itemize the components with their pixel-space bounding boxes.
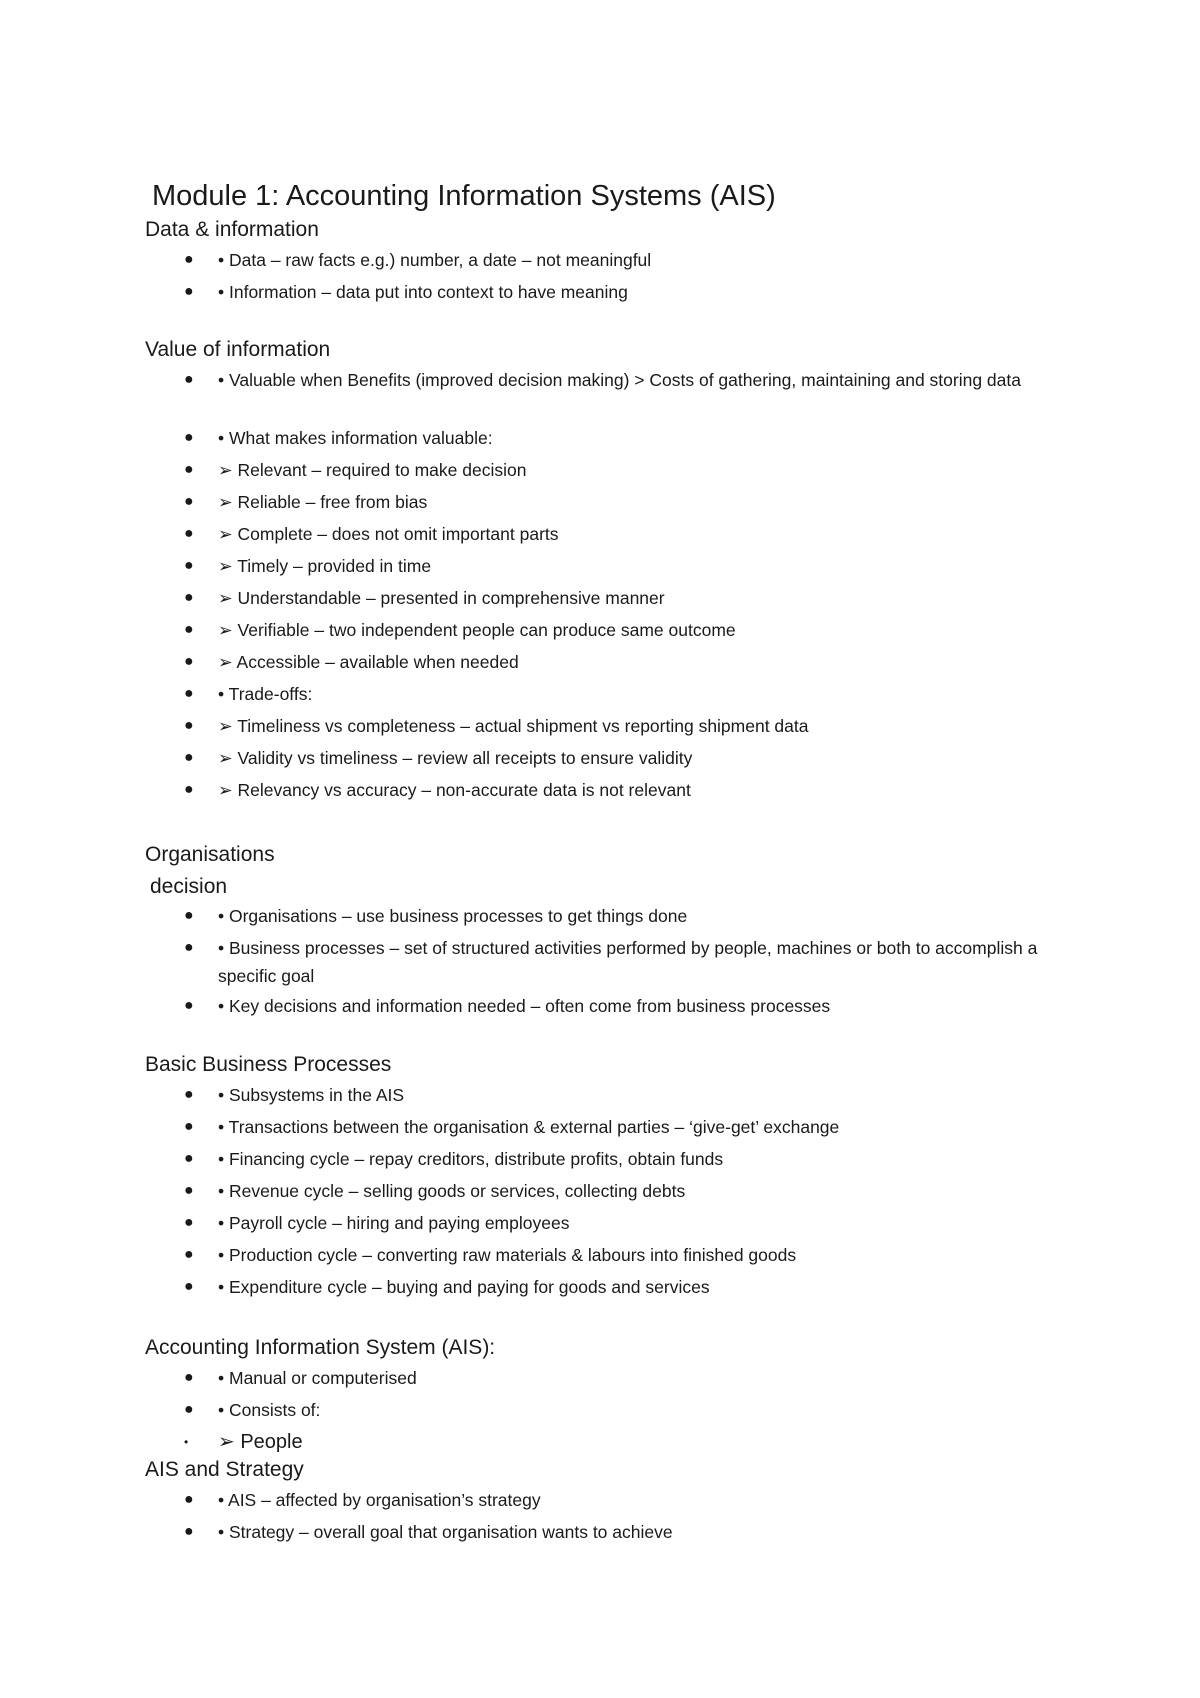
- bullet-icon: ●: [184, 997, 194, 1014]
- bullet-icon: ●: [184, 1086, 194, 1103]
- list-item: ● • Strategy – overall goal that organisation wants to achieve: [0, 1518, 1200, 1550]
- bullet-icon: ●: [184, 685, 194, 702]
- list-item: ● • What makes information valuable:: [0, 424, 1200, 456]
- bullet-icon: ●: [184, 781, 194, 798]
- bullet-icon: ●: [184, 1401, 194, 1418]
- section-list-ais-and-strategy: [0, 1486, 1200, 1550]
- list-item: ● ➢ Timely – provided in time: [0, 552, 1200, 584]
- section-list-organisations: [0, 902, 1200, 1024]
- list-item: ● • AIS – affected by organisation’s strategy: [0, 1486, 1200, 1518]
- bullet-icon: ●: [184, 1491, 194, 1508]
- bullet-icon: ●: [184, 493, 194, 510]
- bullet-icon: ●: [184, 1118, 194, 1135]
- section-heading-ais: Accounting Information System (AIS):: [145, 1336, 496, 1359]
- bullet-icon: ●: [184, 1523, 194, 1540]
- bullet-icon: ●: [184, 1246, 194, 1263]
- section-list-ais: [0, 1364, 1200, 1458]
- list-item: ● ➢ Understandable – presented in comprehensive manner: [0, 584, 1200, 616]
- list-item: ● • Valuable when Benefits (improved decision making) > Costs of gathering, maintaining and storing data: [0, 366, 1200, 424]
- section-heading-basic-business-processes: Basic Business Processes: [145, 1053, 392, 1076]
- list-item: ● ➢ Validity vs timeliness – review all receipts to ensure validity: [0, 744, 1200, 776]
- list-item: ● • Payroll cycle – hiring and paying employees: [0, 1209, 1200, 1241]
- bullet-icon: ●: [184, 621, 194, 638]
- list-item: ● • Manual or computerised: [0, 1364, 1200, 1396]
- list-item: ● • Information – data put into context to have meaning: [0, 278, 1200, 310]
- list-item: ● • Key decisions and information needed – often come from business processes: [0, 992, 1200, 1024]
- list-item: ● ➢ Accessible – available when needed: [0, 648, 1200, 680]
- list-item: ● • Organisations – use business processes to get things done: [0, 902, 1200, 934]
- list-item: ● • Business processes – set of structured activities performed by people, machines or both to accomplish a specific goal: [0, 934, 1200, 992]
- section-list-basic-business-processes: [0, 1081, 1200, 1305]
- bullet-icon: ●: [184, 525, 194, 542]
- bullet-icon: ●: [184, 1182, 194, 1199]
- bullet-icon: ●: [184, 371, 194, 388]
- list-item: ● • Expenditure cycle – buying and paying for goods and services: [0, 1273, 1200, 1305]
- bullet-icon: ●: [184, 749, 194, 766]
- bullet-icon: ●: [184, 557, 194, 574]
- bullet-icon: ●: [184, 653, 194, 670]
- section-list-data-information: [0, 246, 1200, 310]
- bullet-icon: ●: [184, 429, 194, 446]
- section-heading-ais-and-strategy: AIS and Strategy: [145, 1458, 304, 1481]
- list-item: ● • Data – raw facts e.g.) number, a date – not meaningful: [0, 246, 1200, 278]
- bullet-icon: ●: [184, 907, 194, 924]
- section-subheading-decision: decision: [150, 875, 228, 898]
- list-item: ● • Financing cycle – repay creditors, distribute profits, obtain funds: [0, 1145, 1200, 1177]
- list-item: ● • Transactions between the organisation & external parties – ‘give-get’ exchange: [0, 1113, 1200, 1145]
- section-heading-data-information: Data & information: [145, 218, 319, 241]
- list-item: ● • Revenue cycle – selling goods or services, collecting debts: [0, 1177, 1200, 1209]
- bullet-icon: ●: [184, 717, 194, 734]
- list-item: ● ➢ Complete – does not omit important parts: [0, 520, 1200, 552]
- bullet-icon: ●: [184, 1278, 194, 1295]
- list-item: ● ➢ Reliable – free from bias: [0, 488, 1200, 520]
- list-item: ● ➢ Timeliness vs completeness – actual shipment vs reporting shipment data: [0, 712, 1200, 744]
- list-item: ● ➢ Relevant – required to make decision: [0, 456, 1200, 488]
- section-list-value-of-information: [0, 366, 1200, 808]
- bullet-icon: ●: [184, 939, 194, 956]
- list-item: ● ➢ Relevancy vs accuracy – non-accurate data is not relevant: [0, 776, 1200, 808]
- bullet-icon: ●: [184, 1369, 194, 1386]
- list-item: ● • Consists of:: [0, 1396, 1200, 1428]
- bullet-icon: ●: [184, 589, 194, 606]
- list-item: ● • Subsystems in the AIS: [0, 1081, 1200, 1113]
- section-heading-organisations: Organisations: [145, 843, 275, 866]
- bullet-icon: •: [184, 1435, 189, 1449]
- section-heading-value-of-information: Value of information: [145, 338, 331, 361]
- bullet-icon: ●: [184, 461, 194, 478]
- bullet-icon: ●: [184, 283, 194, 300]
- list-item: • ➢ People: [0, 1428, 1200, 1458]
- list-item: ● • Trade-offs:: [0, 680, 1200, 712]
- list-item: ● ➢ Verifiable – two independent people can produce same outcome: [0, 616, 1200, 648]
- list-item: ● • Production cycle – converting raw materials & labours into finished goods: [0, 1241, 1200, 1273]
- bullet-icon: ●: [184, 1214, 194, 1231]
- bullet-icon: ●: [184, 251, 194, 268]
- page-title: Module 1: Accounting Information Systems (AIS): [152, 180, 776, 212]
- bullet-icon: ●: [184, 1150, 194, 1167]
